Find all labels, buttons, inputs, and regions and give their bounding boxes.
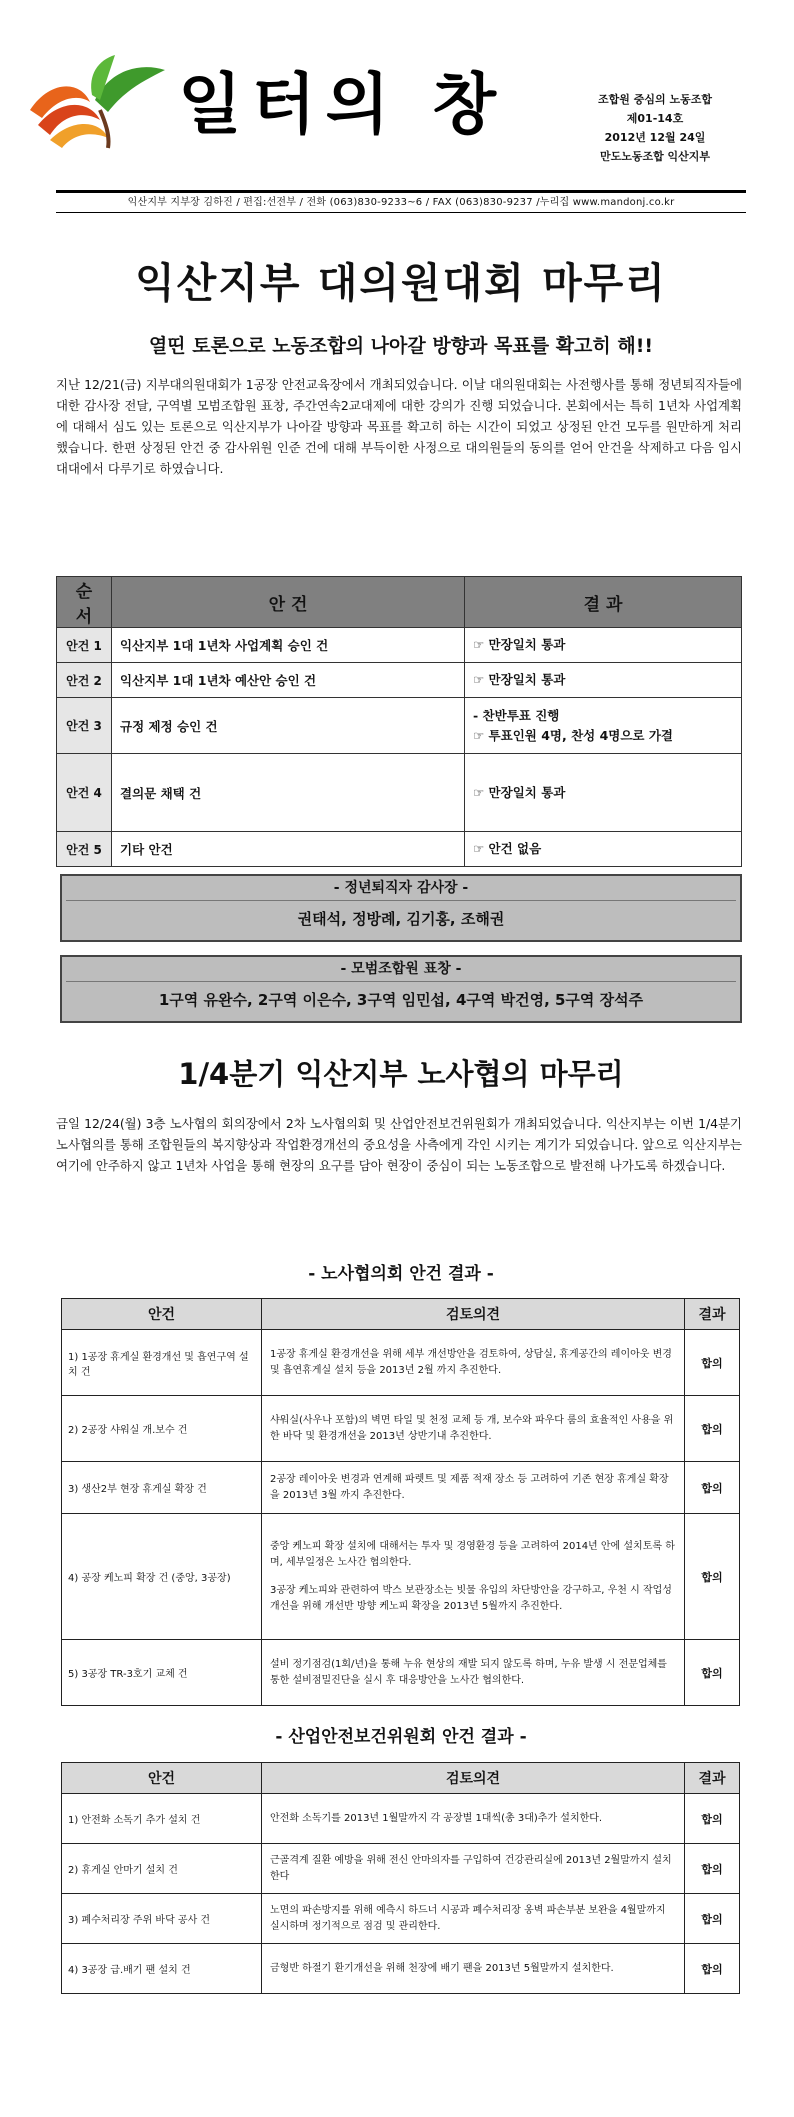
model-member-names: 1구역 유완수, 2구역 이은수, 3구역 임민섭, 4구역 박건영, 5구역 장석주 <box>158 991 644 1009</box>
article2-title: 1/4분기 익산지부 노사협의 마무리 <box>178 1057 624 1091</box>
review-paragraph: 3공장 케노피와 관련하여 박스 보관장소는 빗물 유입의 차단방안을 강구하고, 우천 시 작업성 개선을 위해 개선반 방향 케노피 확장을 2013년 5월까지 추진한다. <box>270 1584 672 1612</box>
table-row <box>62 1944 740 1994</box>
council-review <box>262 1514 685 1640</box>
agenda-item: 익산지부 1대 1년차 사업계획 승인 건 <box>112 628 465 663</box>
council-review: 설비 정기점검(1회/년)을 통해 누유 현상의 재발 되지 않도록 하며, 누유 발생 시 전문업체를 통한 설비점밀진단을 실시 후 대응방안을 노사간 협의한다. <box>262 1640 685 1706</box>
col-item: 안건 <box>62 1299 262 1330</box>
table-row <box>62 1844 740 1894</box>
agenda-item: 규정 제정 승인 건 <box>112 698 465 754</box>
council-item: 5) 3공장 TR-3호기 교체 건 <box>62 1640 262 1706</box>
safety-review: 노면의 파손방지를 위해 예측시 하드너 시공과 폐수처리장 옹벽 파손부분 보완을 4월말까지 실시하며 정기적으로 점검 및 관리한다. <box>262 1894 685 1944</box>
agenda-no: 안건 1 <box>57 628 112 663</box>
council-result: 합의 <box>685 1462 740 1514</box>
table-row <box>57 698 742 754</box>
contact-line: 익산지부 지부장 김하진 / 편집:선전부 / 전화 (063)830-9233~6 / FAX (063)830-9237 /누리집 www.mandonj.co.kr <box>127 197 675 208</box>
model-member-box <box>60 955 742 1023</box>
header-rule <box>56 190 746 193</box>
council-item: 3) 생산2부 현장 휴게실 확장 건 <box>62 1462 262 1514</box>
safety-item: 2) 휴게실 안마기 설치 건 <box>62 1844 262 1894</box>
safety-item: 1) 안전화 소독기 추가 설치 건 <box>62 1794 262 1844</box>
council-item: 2) 2공장 샤워실 개.보수 건 <box>62 1396 262 1462</box>
contact-rule <box>56 212 746 213</box>
result-line: ☞ 안건 없음 <box>473 841 542 856</box>
retiree-names: 권태석, 정방례, 김기홍, 조해권 <box>297 910 505 928</box>
council-review: 샤워실(사우나 포함)의 벽면 타일 및 천정 교체 등 개, 보수와 파우다 룸의 효율적인 사용을 위한 바닥 및 환경개선을 2013년 상반기내 추진한다. <box>262 1396 685 1462</box>
agenda-result <box>465 663 742 698</box>
safety-item: 3) 폐수처리장 주위 바닥 공사 건 <box>62 1894 262 1944</box>
newsletter-title: 일터의 창 <box>178 66 507 143</box>
table-row <box>57 628 742 663</box>
council-result: 합의 <box>685 1640 740 1706</box>
agenda-header-row <box>57 577 742 628</box>
safety-committee-table <box>61 1762 740 1994</box>
issue-info <box>565 90 745 166</box>
agenda-item: 기타 안건 <box>112 832 465 867</box>
agenda-item: 익산지부 1대 1년차 예산안 승인 건 <box>112 663 465 698</box>
table-row <box>62 1794 740 1844</box>
result-line: - 찬반투표 진행 <box>473 707 560 723</box>
safety-result: 합의 <box>685 1894 740 1944</box>
agenda-col-item: 안 건 <box>112 577 465 628</box>
retiree-award-title: - 정년퇴직자 감사장 - <box>66 876 736 901</box>
table-row <box>62 1514 740 1640</box>
col-result: 결과 <box>685 1299 740 1330</box>
article1-subtitle: 열띤 토론으로 노동조합의 나아갈 방향과 목표를 확고히 해!! <box>148 335 654 357</box>
safety-result: 합의 <box>685 1794 740 1844</box>
safety-review: 근골격계 질환 예방을 위해 전신 안마의자를 구입하여 건강관리실에 2013년 2월말까지 설치한다 <box>262 1844 685 1894</box>
council-result: 합의 <box>685 1330 740 1396</box>
safety-committee-title: - 산업안전보건위원회 안건 결과 - <box>275 1727 527 1747</box>
col-item: 안건 <box>62 1763 262 1794</box>
agenda-result <box>465 832 742 867</box>
council-review: 2공장 레이아웃 변경과 연계해 파렛트 및 제품 적재 장소 등 고려하여 기존 현장 휴게실 확장을 2013년 3월 까지 추진한다. <box>262 1462 685 1514</box>
model-member-title: - 모범조합원 표창 - <box>66 957 736 982</box>
agenda-no: 안건 2 <box>57 663 112 698</box>
labor-council-title: - 노사협의회 안건 결과 - <box>308 1264 494 1284</box>
table-row <box>62 1330 740 1396</box>
council-item: 1) 1공장 휴게실 환경개선 및 흡연구역 설치 건 <box>62 1330 262 1396</box>
article1-title: 익산지부 대의원대회 마무리 <box>135 259 667 307</box>
result-line: ☞ 만장일치 통과 <box>473 784 566 800</box>
col-result: 결과 <box>685 1763 740 1794</box>
safety-result: 합의 <box>685 1944 740 1994</box>
result-line: ☞ 만장일치 통과 <box>473 672 566 687</box>
safety-review: 안전화 소독기를 2013년 1월말까지 각 공장별 1대씩(총 3대)추가 설치한다. <box>262 1794 685 1844</box>
agenda-result <box>465 628 742 663</box>
council-result: 합의 <box>685 1396 740 1462</box>
col-review: 검토의견 <box>262 1299 685 1330</box>
table-row <box>57 754 742 832</box>
safety-review: 금형반 하절기 환기개선을 위해 천장에 배기 팬을 2013년 5월말까지 설치한다. <box>262 1944 685 1994</box>
agenda-no: 안건 3 <box>57 698 112 754</box>
agenda-result <box>465 754 742 832</box>
labor-council-header-row <box>62 1299 740 1330</box>
agenda-col-no: 순 서 <box>57 577 112 628</box>
review-paragraph: 중앙 케노피 확장 설치에 대해서는 투자 및 경영환경 등을 고려하여 2014년 안에 설치토록 하며, 세부일정은 노사간 협의한다. <box>270 1540 675 1568</box>
agenda-col-result: 결 과 <box>465 577 742 628</box>
table-row <box>62 1640 740 1706</box>
col-review: 검토의견 <box>262 1763 685 1794</box>
council-item: 4) 공장 케노피 확장 건 (중앙, 3공장) <box>62 1514 262 1640</box>
agenda-no: 안건 4 <box>57 754 112 832</box>
safety-result: 합의 <box>685 1844 740 1894</box>
result-line: ☞ 투표인원 4명, 찬성 4명으로 가결 <box>473 727 674 743</box>
table-row <box>62 1396 740 1462</box>
tagline: 조합원 중심의 노동조합 <box>598 93 712 106</box>
publisher: 만도노동조합 익산지부 <box>599 150 711 163</box>
article2-body: 금일 12/24(월) 3층 노사협의 회의장에서 2차 노사협의회 및 산업안전보건위원회가 개최되었습니다. 익산지부는 이번 1/4분기 노사협의를 통해 조합원들의 복지향상과 작업환경개선의 중요성을 사측에게 각인 시키는 계기가 되었습니다. 앞으로 익산지부는 여기에 안주하지 않고 1년차 사업을 통해 현장의 요구를 담아 현장이 중심이 되는 노동조합으로 발전해 나가도록 하겠습니다. <box>56 1116 742 1173</box>
retiree-award-box <box>60 874 742 942</box>
logo-emblem <box>20 40 170 150</box>
table-row <box>62 1462 740 1514</box>
agenda-no: 안건 5 <box>57 832 112 867</box>
issue-date: 2012년 12월 24일 <box>604 131 706 144</box>
safety-header-row <box>62 1763 740 1794</box>
issue-number: 제01-14호 <box>626 112 684 125</box>
council-result: 합의 <box>685 1514 740 1640</box>
agenda-item: 결의문 채택 건 <box>112 754 465 832</box>
safety-item: 4) 3공장 급.배기 팬 설치 건 <box>62 1944 262 1994</box>
table-row <box>57 663 742 698</box>
labor-council-table <box>61 1298 740 1706</box>
result-line: ☞ 만장일치 통과 <box>473 637 566 652</box>
agenda-table <box>56 576 742 867</box>
agenda-result <box>465 698 742 754</box>
article1-body: 지난 12/21(금) 지부대의원대회가 1공장 안전교육장에서 개최되었습니다. 이날 대의원대회는 사전행사를 통해 정년퇴직자들에 대한 감사장 전달, 구역별 모범조합원 표창, 주간연속2교대제에 대한 강의가 진행 되었습니다. 본회에서는 특히 1년차 사업계획에 대해서 심도 있는 토론으로 익산지부가 나아갈 방향과 목표를 확고히 하는 시간이 되었고 상정된 안건 모두를 원만하게 처리 했습니다. 한편 상정된 안건 중 감사위원 인준 건에 대해 부득이한 사정으로 대의원들의 동의를 얻어 안건을 삭제하고 다음 임시대대에서 다루기로 하였습니다. <box>56 377 742 476</box>
table-row <box>62 1894 740 1944</box>
council-review: 1공장 휴게실 환경개선을 위해 세부 개선방안을 검토하여, 상담실, 휴게공간의 레이아웃 변경 및 흡연휴게실 설치 등을 2013년 2월 까지 추진한다. <box>262 1330 685 1396</box>
table-row <box>57 832 742 867</box>
